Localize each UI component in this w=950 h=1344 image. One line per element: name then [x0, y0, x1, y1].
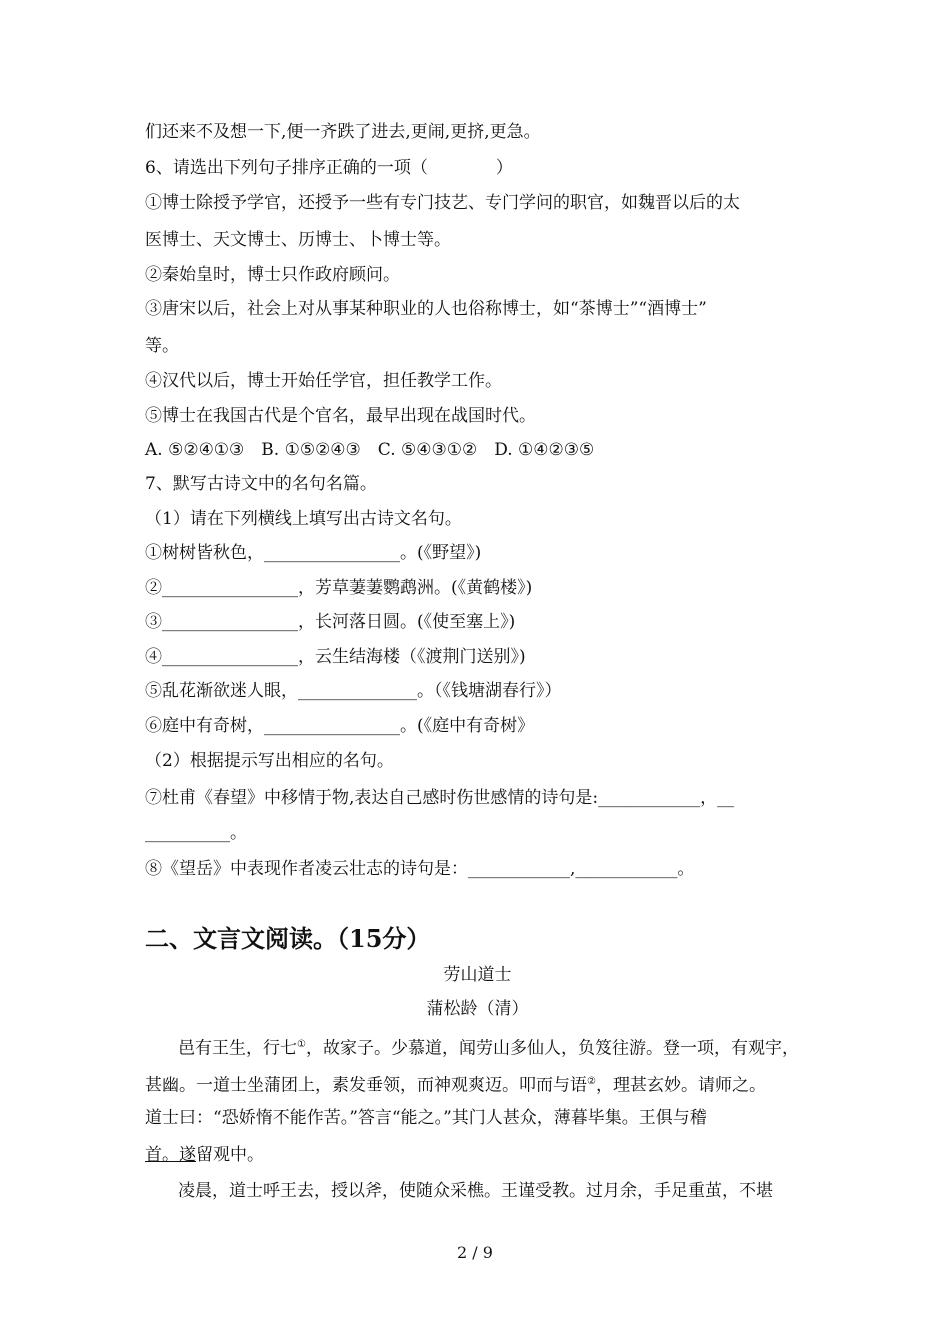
sentence-1-cont: 医博士、天文博士、历博士、卜博士等。 — [145, 230, 451, 250]
fill-blank-7: ⑦杜甫《春望》中移情于物,表达自己感时伤世感情的诗句是:____________，__ — [145, 788, 735, 808]
fill-blank-3: ③________________，长河落日圆。(《使至塞上》) — [145, 612, 516, 632]
underlined-text: 首。遂 — [145, 1145, 196, 1165]
fill-blank-5: ⑤乱花渐欲迷人眼，______________。（《钱塘湖春行》） — [145, 681, 562, 701]
passage-text: ，理甚玄妙。请师之。 — [595, 1075, 766, 1096]
fill-blank-4: ④________________，云生结海楼（《渡荆门送别》) — [145, 647, 526, 667]
answer-options: A. ⑤②④①③ B. ①⑤②④③ C. ⑤④③①② D. ①④②③⑤ — [145, 440, 595, 460]
passage-line — [145, 1071, 810, 1097]
sentence-5: ⑤博士在我国古代是个官名，最早出现在战国时代。 — [145, 406, 536, 426]
fill-blank-1: ①树树皆秋色，________________。(《野望》) — [145, 543, 482, 563]
question-7-part-1: （1）请在下列横线上填写出古诗文名句。 — [145, 509, 462, 529]
passage-line — [145, 1144, 810, 1166]
footnote-marker: ② — [587, 1076, 596, 1087]
sentence-1: ①博士除授予学官，还授予一些有专门技艺、专门学问的职官，如魏晋以后的太 — [145, 193, 740, 213]
sentence-4: ④汉代以后，博士开始任学官，担任教学工作。 — [145, 371, 502, 391]
passage-text: 甚幽。一道士坐蒲团上，素发垂领，而神观爽迈。叩而与语 — [145, 1075, 587, 1096]
fill-blank-8: ⑧《望岳》中表现作者凌云壮志的诗句是：____________,____________。 — [145, 859, 695, 879]
sentence-2: ②秦始皇时，博士只作政府顾问。 — [145, 265, 400, 285]
passage-text: 邑有王生，行七 — [178, 1038, 297, 1059]
passage-title: 劳山道士 — [443, 965, 512, 985]
fill-blank-7-cont: __________。 — [145, 823, 247, 843]
sentence-3: ③唐宋以后，社会上对从事某种职业的人也俗称博士，如“茶博士”“酒博士” — [145, 299, 707, 319]
passage-line: 道士曰：“恐娇惰不能作苦。”答言“能之。”其门人甚众，薄暮毕集。王俱与稽 — [145, 1108, 707, 1128]
question-6-prompt: 6、请选出下列句子排序正确的一项（ ） — [145, 158, 513, 178]
question-7-prompt: 7、默写古诗文中的名句名篇。 — [145, 474, 377, 494]
passage-line: 凌晨，道士呼王去，授以斧，使随众采樵。王谨受教。过月余，手足重茧，不堪 — [178, 1181, 773, 1201]
passage-author: 蒲松龄（清） — [426, 999, 529, 1019]
passage-line — [178, 1034, 810, 1060]
passage-text: ，故家子。少慕道，闻劳山多仙人，负笈往游。登一项，有观宇， — [305, 1038, 799, 1059]
footnote-marker: ① — [297, 1039, 306, 1050]
text-line: 们还来不及想一下,便一齐跌了进去,更闹,更挤,更急。 — [145, 122, 541, 142]
page-number: 2 / 9 — [457, 1243, 493, 1262]
passage-text: 留观中。 — [196, 1145, 264, 1165]
sentence-3-cont: 等。 — [145, 336, 179, 356]
question-7-part-2: （2）根据提示写出相应的名句。 — [145, 751, 394, 771]
section-heading: 二、文言文阅读。（15分） — [145, 924, 431, 953]
fill-blank-2: ②________________，芳草萋萋鹦鹉洲。(《黄鹤楼》) — [145, 578, 533, 598]
fill-blank-6: ⑥庭中有奇树，________________。(《庭中有奇树》 — [145, 716, 535, 736]
